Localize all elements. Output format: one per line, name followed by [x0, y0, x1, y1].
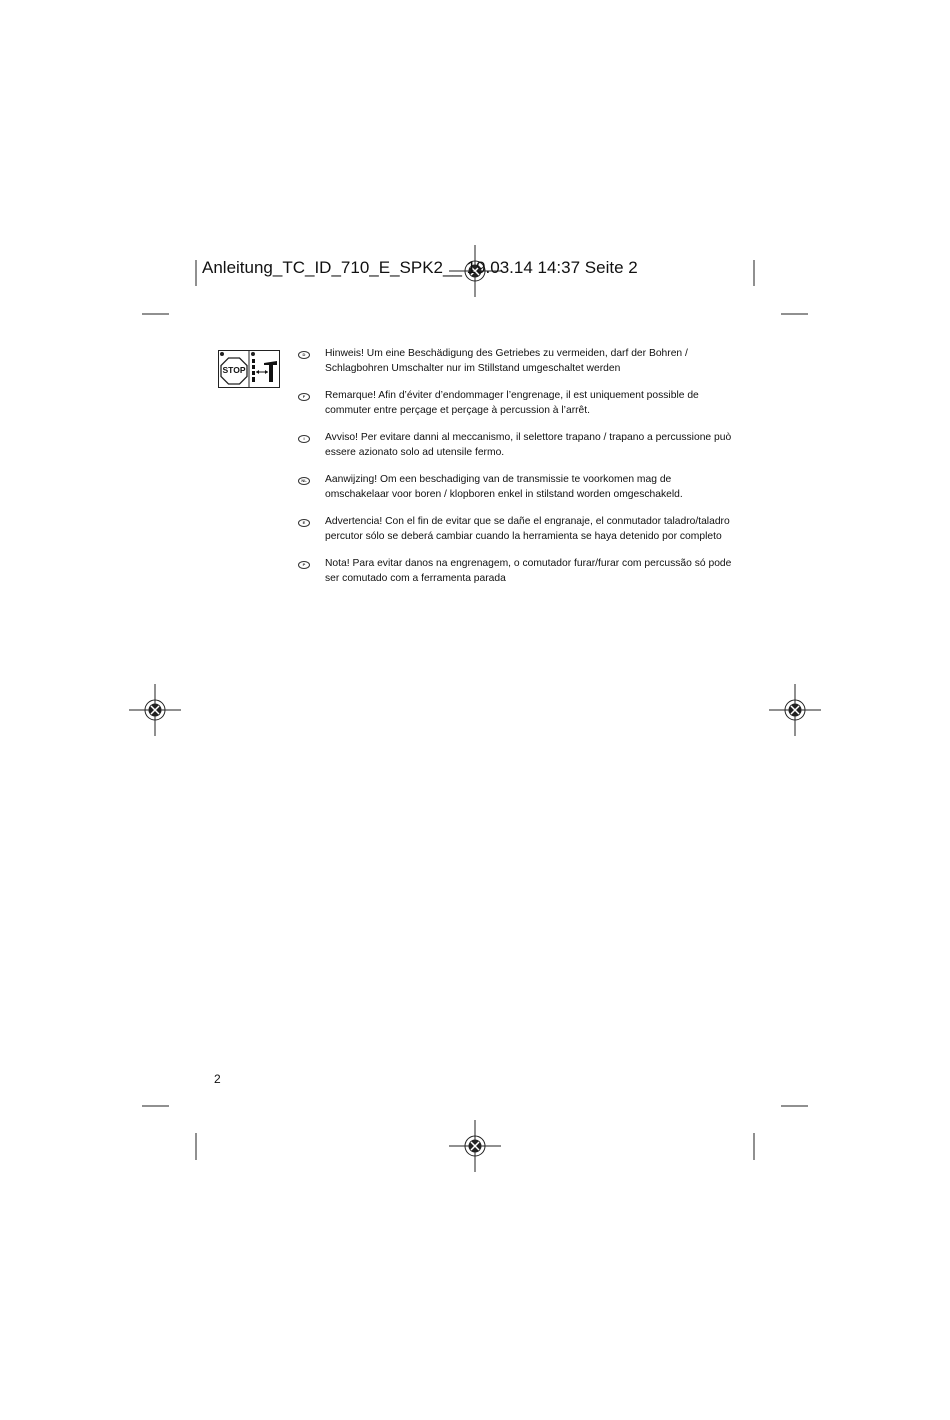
note-text: Aanwijzing! Om een beschadiging van de transmissie te voorkomen mag de omschakelaar voor boren / klopboren enkel in stilstand worden omgeschakeld.	[325, 474, 683, 500]
stop-sign-icon	[220, 357, 248, 385]
note-dutch	[296, 472, 736, 502]
language-flag-icon: NL	[298, 477, 310, 485]
stop-label: STOP	[222, 365, 246, 375]
registration-mark-left	[129, 684, 181, 736]
note-portuguese	[296, 556, 736, 586]
warning-figure	[218, 350, 280, 388]
note-text: Nota! Para evitar danos na engrenagem, o comutador furar/furar com percussão só pode ser comutado com a ferramenta parada	[325, 558, 732, 584]
language-flag-icon: D	[298, 351, 310, 359]
note-spanish	[296, 514, 736, 544]
note-french	[296, 388, 736, 418]
note-text: Remarque! Afin d’éviter d’endommager l’engrenage, il est uniquement possible de commuter entre perçage et perçage à percussion à l’arrêt.	[325, 390, 699, 416]
page-number: 2	[214, 1072, 221, 1086]
language-flag-icon: F	[298, 393, 310, 401]
registration-mark-right	[769, 684, 821, 736]
language-flag-icon: P	[298, 561, 310, 569]
language-flag-icon: I	[298, 435, 310, 443]
note-text: Avviso! Per evitare danni al meccanismo, il selettore trapano / trapano a percussione può essere azionato solo ad utensile fermo.	[325, 432, 732, 458]
note-text: Advertencia! Con el fin de evitar que se dañe el engranaje, el conmutador taladro/taladro percutor sólo se deberá cambiar cuando la herramienta se haya detenido por completo	[325, 516, 730, 542]
drill-mode-switch-icon	[250, 356, 279, 386]
note-text: Hinweis! Um eine Beschädigung des Getriebes zu vermeiden, darf der Bohren / Schlagbohren Umschalter nur im Stillstand umgeschaltet werden	[325, 348, 688, 374]
language-flag-icon: E	[298, 519, 310, 527]
print-slug-title: Anleitung_TC_ID_710_E_SPK2__ 19.03.14 14:37 Seite 2	[202, 258, 638, 277]
note-italian	[296, 430, 736, 460]
notes-list	[296, 346, 736, 598]
note-german	[296, 346, 736, 376]
registration-mark-bottom	[449, 1120, 501, 1172]
